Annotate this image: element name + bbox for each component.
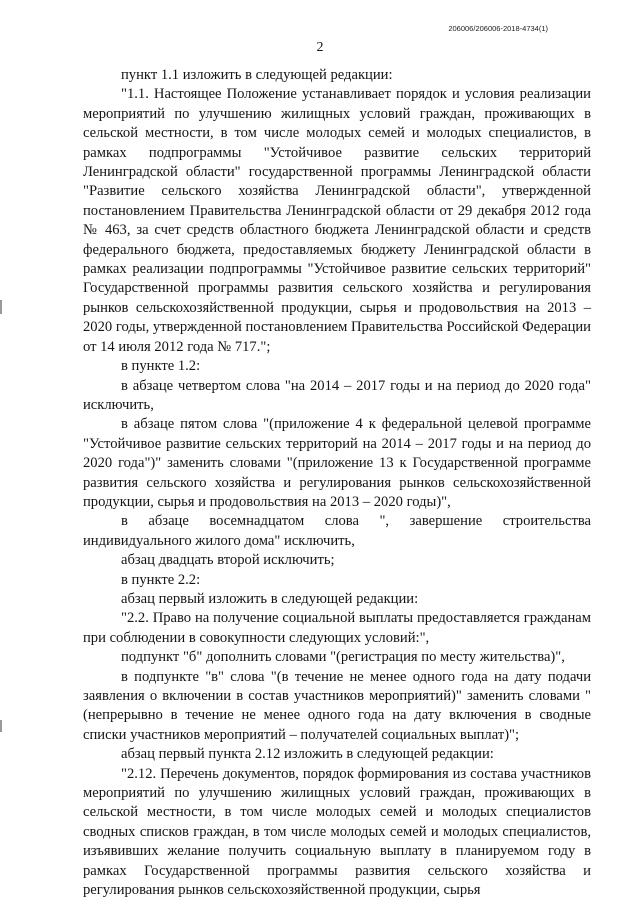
- scan-edge-mark: [0, 300, 2, 314]
- scan-edge-mark: [0, 720, 2, 732]
- paragraph: в абзаце пятом слова "(приложение 4 к федеральной целевой программе "Устойчивое развитие сельских территорий на 2014 – 2017 годы и на период до 2020 года")" заменить словами "(приложение 13 к Государственной программе развития сельского хозяйства и регулирования рынков сельскохозяйственной продукции, сырья и продовольствия на 2013 – 2020 годы)",: [83, 416, 591, 510]
- paragraph: "2.2. Право на получение социальной выплаты предоставляется гражданам при соблюдении в совокупности следующих условий:",: [83, 610, 591, 646]
- paragraph: абзац двадцать второй исключить;: [121, 552, 335, 569]
- paragraph: "2.12. Перечень документов, порядок формирования из состава участников мероприятий по улучшению жилищных условий граждан, проживающих в сельской местности, в том числе молодых семей и молодых специалистов сводных списков граждан, в том числе молодых семей и молодых специалистов, изъявивших желание получить социальную выплату в планируемом году в рамках Государственной программы развития сельского хозяйства и регулирования рынков сельскохозяйственной продукции, сырья: [83, 765, 591, 899]
- paragraph: подпункт "б" дополнить словами "(регистрация по месту жительства)",: [121, 649, 565, 666]
- paragraph: в подпункте "в" слова "(в течение не менее одного года на дату подачи заявления о включении в состав участников мероприятий)" заменить словами "(непрерывно в течение не менее одного года на дату включения в сводные списки участников мероприятий – получателей социальных выплат)";: [83, 668, 591, 743]
- page-number: 2: [316, 40, 324, 55]
- document-body: [83, 66, 591, 900]
- paragraph: абзац первый пункта 2.12 изложить в следующей редакции:: [121, 746, 494, 763]
- paragraph: в абзаце четвертом слова "на 2014 – 2017 годы и на период до 2020 года" исключить,: [83, 377, 591, 413]
- paragraph: "1.1. Настоящее Положение устанавливает порядок и условия реализации мероприятий по улучшению жилищных условий граждан, проживающих в сельской местности, в том числе молодых семей и молодых специалистов, в рамках подпрограммы "Устойчивое развитие сельских территорий Ленинградской области" государственной программы Ленинградской области "Развитие сельского хозяйства Ленинградской области", утвержденной постановлением Правительства Ленинградской области от 29 декабря 2012 года № 463, за счет средств областного бюджета Ленинградской области и средств федерального бюджета, предоставляемых бюджету Ленинградской области в рамках реализации подпрограммы "Устойчивое развитие сельских территорий" Государственной программы развития сельского хозяйства и регулирования рынков сельскохозяйственной продукции, сырья и продовольствия на 2013 – 2020 годы, утвержденной постановлением Правительства Российской Федерации от 14 июля 2012 года № 717.";: [83, 86, 591, 355]
- paragraph: в пункте 1.2:: [121, 358, 201, 375]
- paragraph: абзац первый изложить в следующей редакции:: [121, 590, 419, 607]
- paragraph: в пункте 2.2:: [121, 571, 201, 588]
- document-id: 206006/206006-2018-4734(1): [448, 24, 548, 33]
- paragraph: в абзаце восемнадцатом слова ", завершение строительства индивидуального жилого дома" исключить,: [83, 513, 591, 549]
- paragraph: пункт 1.1 изложить в следующей редакции:: [121, 67, 393, 83]
